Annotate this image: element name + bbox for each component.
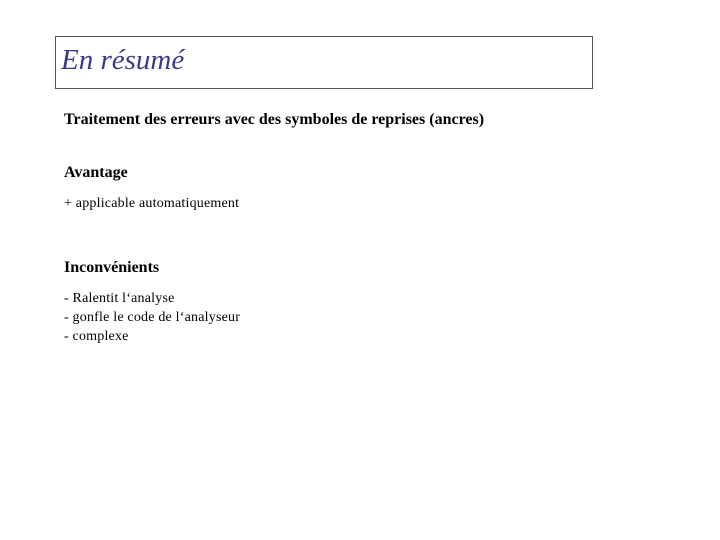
disadvantage-item: - gonfle le code de l‘analyseur [64,310,241,325]
disadvantages-heading: Inconvénients [64,259,160,276]
advantage-item: + applicable automatiquement [64,196,240,211]
slide-subtitle: Traitement des erreurs avec des symboles de reprises (ancres) [64,111,485,128]
slide-title-box [55,36,593,89]
disadvantage-item: - Ralentit l‘analyse [64,291,175,306]
advantage-heading: Avantage [64,164,128,181]
disadvantage-item: - complexe [64,329,129,344]
slide-title: En résumé [61,44,185,76]
